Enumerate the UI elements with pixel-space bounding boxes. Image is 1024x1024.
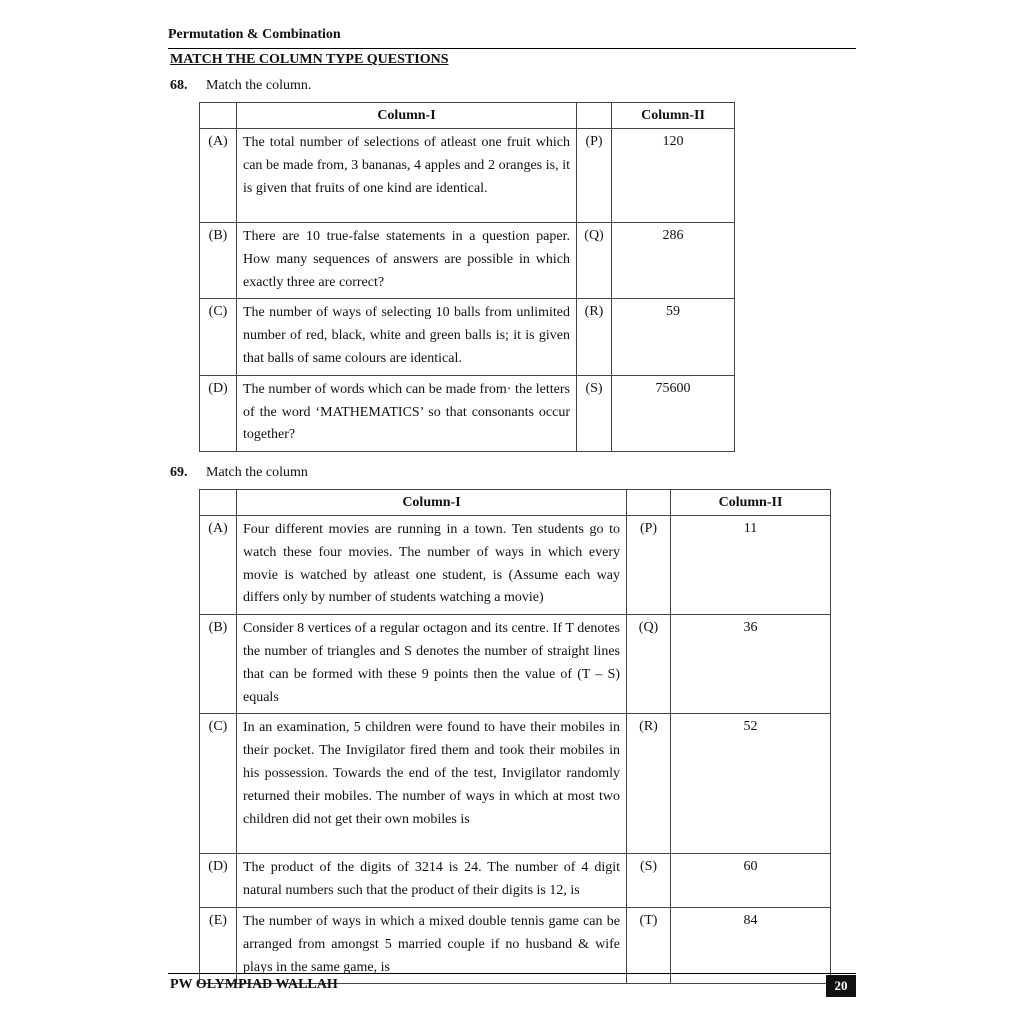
option-label: (Q) [627, 615, 671, 714]
option-value: 60 [671, 854, 831, 908]
option-value: 75600 [612, 375, 735, 451]
question-number-69: 69. [170, 465, 188, 480]
option-label: (R) [627, 714, 671, 854]
option-label: (Q) [577, 223, 612, 299]
option-label: (P) [627, 516, 671, 615]
row-label: (A) [200, 129, 237, 223]
option-label: (S) [577, 375, 612, 451]
row-statement: Consider 8 vertices of a regular octagon and its centre. If T denotes the number of triangles and S denotes the number of straight lines that can be formed with these 9 points then the value of (T – S) equals [237, 615, 627, 714]
header-blank [200, 490, 237, 516]
column-1-header: Column-I [237, 103, 577, 129]
option-label: (T) [627, 907, 671, 983]
table-header-row [200, 103, 735, 129]
table-row [200, 223, 735, 299]
option-value: 36 [671, 615, 831, 714]
header-blank [577, 103, 612, 129]
row-statement: The total number of selections of atleast one fruit which can be made from, 3 bananas, 4 apples and 2 oranges is, it is given that fruits of one kind are identical. [237, 129, 577, 223]
column-2-header: Column-II [671, 490, 831, 516]
match-table-68 [199, 102, 735, 452]
option-label: (S) [627, 854, 671, 908]
row-statement: The product of the digits of 3214 is 24. The number of 4 digit natural numbers such that the product of their digits is 12, is [237, 854, 627, 908]
option-value: 84 [671, 907, 831, 983]
row-label: (D) [200, 854, 237, 908]
option-value: 11 [671, 516, 831, 615]
table-row [200, 375, 735, 451]
header-blank [627, 490, 671, 516]
header-rule [168, 48, 856, 49]
option-value: 52 [671, 714, 831, 854]
row-label: (C) [200, 714, 237, 854]
chapter-title: Permutation & Combination [168, 27, 341, 42]
page-number: 20 [826, 975, 856, 997]
footer-rule [168, 973, 856, 974]
match-table-69 [199, 489, 831, 984]
row-statement: In an examination, 5 children were found to have their mobiles in their pocket. The Invigilator fired them and took their mobiles in his possession. Towards the end of the test, Invigilator randomly returned their mobiles. The number of ways in which at most two children did not get their own mobiles is [237, 714, 627, 854]
table-row [200, 129, 735, 223]
row-label: (C) [200, 299, 237, 375]
row-statement: The number of words which can be made from· the letters of the word ‘MATHEMATICS’ so that consonants occur together? [237, 375, 577, 451]
question-prompt-69: Match the column [206, 465, 308, 480]
row-label: (A) [200, 516, 237, 615]
row-statement: There are 10 true-false statements in a question paper. How many sequences of answers are possible in which exactly three are correct? [237, 223, 577, 299]
header-blank [200, 103, 237, 129]
table-row [200, 299, 735, 375]
footer-brand: PW OLYMPIAD WALLAH [170, 977, 338, 992]
column-2-header: Column-II [612, 103, 735, 129]
row-statement: The number of ways in which a mixed double tennis game can be arranged from amongst 5 married couple if no husband & wife plays in the same game, is [237, 907, 627, 983]
option-value: 59 [612, 299, 735, 375]
row-label: (E) [200, 907, 237, 983]
row-statement: Four different movies are running in a town. Ten students go to watch these four movies. The number of ways in which every movie is watched by atleast one student, is (Assume each way differs only by number of students watching a movie) [237, 516, 627, 615]
table-row [200, 615, 831, 714]
question-prompt-68: Match the column. [206, 78, 312, 93]
option-value: 286 [612, 223, 735, 299]
section-heading: MATCH THE COLUMN TYPE QUESTIONS [170, 52, 449, 67]
option-value: 120 [612, 129, 735, 223]
question-number-68: 68. [170, 78, 188, 93]
table-header-row [200, 490, 831, 516]
table-row [200, 854, 831, 908]
row-label: (B) [200, 615, 237, 714]
table-row [200, 516, 831, 615]
table-row [200, 714, 831, 854]
row-statement: The number of ways of selecting 10 balls from unlimited number of red, black, white and green balls is; it is given that balls of same colours are identical. [237, 299, 577, 375]
option-label: (P) [577, 129, 612, 223]
column-1-header: Column-I [237, 490, 627, 516]
option-label: (R) [577, 299, 612, 375]
row-label: (B) [200, 223, 237, 299]
row-label: (D) [200, 375, 237, 451]
